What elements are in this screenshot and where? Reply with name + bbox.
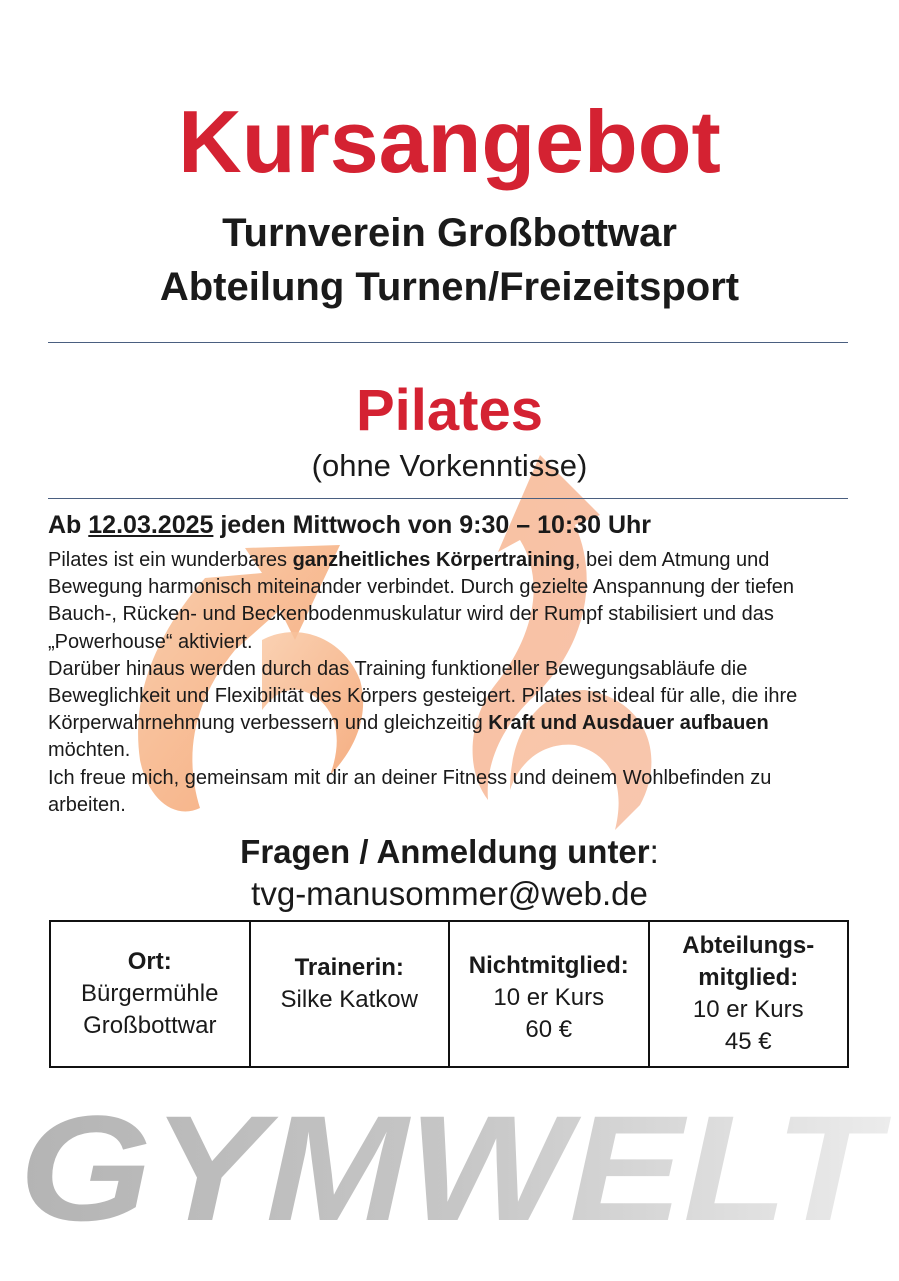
description-text: , bei dem Atmung und Bewegung harmonisch miteinander verbindet. Durch gezielte Anspannung der tiefen Bauch-, Rücken- und Beckenbodenmuskulatur wird der Rumpf stabilisiert und das „Powerhouse“ aktiviert.: [48, 549, 795, 653]
club-name: Turnverein Großbottwar: [222, 211, 677, 255]
description-text: Pilates ist ein wunderbares: [48, 549, 293, 571]
nonmember-price-cell: [449, 921, 649, 1067]
page-title: Kursangebot: [178, 92, 721, 191]
description-emphasis: Kraft und Ausdauer aufbauen: [488, 712, 769, 735]
course-note: (ohne Vorkenntisse): [311, 448, 588, 483]
description-paragraph-2: [48, 656, 853, 765]
description-text: möchten.: [48, 739, 131, 762]
department-name: Abteilung Turnen/Freizeitsport: [159, 265, 740, 309]
description-paragraph-1: [48, 547, 853, 656]
location-line-2: Großbottwar: [83, 1012, 217, 1039]
description-text: Darüber hinaus werden durch das Training funktioneller Bewegungsabläufe die Beweglichkeit und Flexibilität des Körpers gesteigert. Pilates ist ideal für alle, die ihre Körperwahrnehmung verbessern und gleichzeitig: [48, 657, 798, 735]
divider-bottom: [48, 498, 848, 499]
nonmember-price: 60 €: [525, 1016, 573, 1043]
schedule-line: [48, 506, 868, 544]
course-name: Pilates: [356, 378, 543, 443]
member-price: 45 €: [724, 1028, 772, 1055]
contact-colon: :: [649, 833, 659, 870]
contact-label: Fragen / Anmeldung unter: [240, 833, 650, 870]
description-paragraph-3: Ich freue mich, gemeinsam mit dir an deiner Fitness und deinem Wohlbefinden zu arbeiten.: [48, 766, 772, 816]
location-label: Ort:: [127, 948, 172, 975]
location-cell: [50, 921, 250, 1067]
schedule-suffix: jeden Mittwoch von 9:30 – 10:30 Uhr: [220, 511, 652, 539]
logo-wordmark: GYMWELT: [19, 1084, 892, 1252]
course-info-table: [49, 920, 849, 1068]
schedule-prefix: Ab: [48, 511, 82, 539]
description-emphasis: ganzheitliches Körpertraining: [292, 549, 575, 571]
location-line-1: Bürgermühle: [81, 980, 219, 1007]
trainer-label: Trainerin:: [294, 954, 404, 981]
nonmember-label: Nichtmitglied:: [468, 952, 629, 979]
contact-email[interactable]: tvg-manusommer@web.de: [251, 875, 648, 912]
nonmember-course: 10 er Kurs: [493, 984, 605, 1011]
member-label-line-1: Abteilungs-: [682, 932, 815, 959]
course-description: [48, 547, 853, 819]
start-date: 12.03.2025: [88, 511, 214, 539]
contact-heading: [0, 831, 899, 873]
divider-top: [48, 342, 848, 343]
trainer-name: Silke Katkow: [280, 986, 418, 1013]
table-row: [50, 921, 848, 1067]
member-price-cell: [649, 921, 849, 1067]
trainer-cell: [250, 921, 450, 1067]
member-course: 10 er Kurs: [692, 996, 804, 1023]
member-label-line-2: mitglied:: [698, 964, 799, 991]
